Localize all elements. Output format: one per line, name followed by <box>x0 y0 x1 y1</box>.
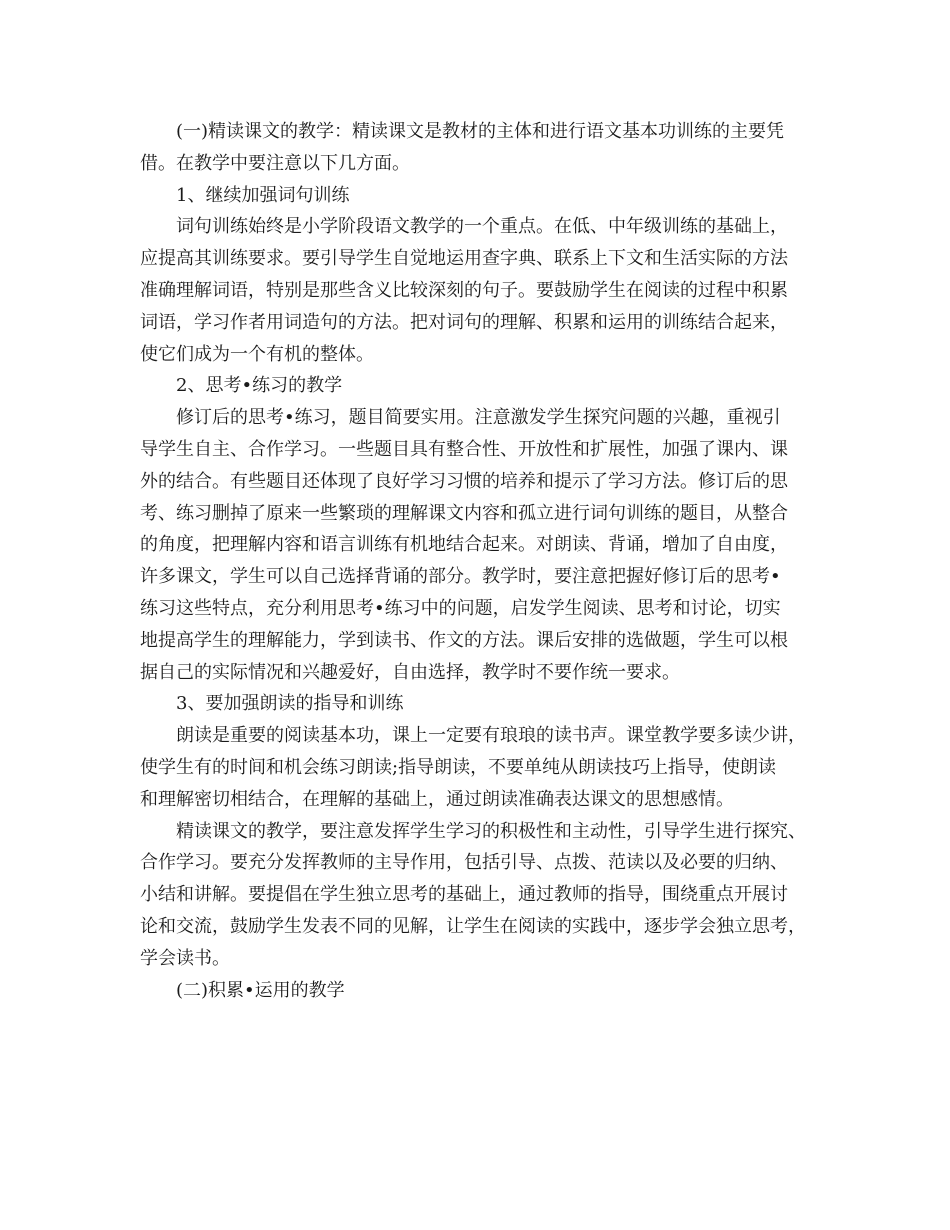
text-line: 考、练习删掉了原来一些繁琐的理解课文内容和孤立进行词句训练的题目，从整合 <box>140 502 788 524</box>
text-line: 学会读书。 <box>140 947 230 969</box>
text-line: 地提高学生的理解能力，学到读书、作文的方法。课后安排的选做题，学生可以根 <box>140 629 788 651</box>
text-line: 3、要加强朗读的指导和训练 <box>176 693 404 715</box>
text-line: 使它们成为一个有机的整体。 <box>140 343 374 365</box>
text-line: 据自己的实际情况和兴趣爱好，自由选择，教学时不要作统一要求。 <box>140 661 680 683</box>
text-line: 应提高其训练要求。要引导学生自觉地运用查字典、联系上下文和生活实际的方法 <box>140 248 788 270</box>
text-line: 合作学习。要充分发挥教师的主导作用，包括引导、点拨、范读以及必要的归纳、 <box>140 852 788 874</box>
text-line: 词句训练始终是小学阶段语文教学的一个重点。在低、中年级训练的基础上， <box>176 216 788 238</box>
text-line: 1、继续加强词句训练 <box>176 184 350 206</box>
text-line: 外的结合。有些题目还体现了良好学习习惯的培养和提示了学习方法。修订后的思 <box>140 470 788 492</box>
text-line: 修订后的思考•练习，题目简要实用。注意激发学生探究问题的兴趣，重视引 <box>176 407 781 429</box>
text-line: 许多课文，学生可以自己选择背诵的部分。教学时，要注意把握好修订后的思考• <box>140 566 781 588</box>
text-line: 朗读是重要的阅读基本功，课上一定要有琅琅的读书声。课堂教学要多读少讲， <box>176 725 806 747</box>
text-line: 导学生自主、合作学习。一些题目具有整合性、开放性和扩展性，加强了课内、课 <box>140 438 788 460</box>
text-line: 准确理解词语，特别是那些含义比较深刻的句子。要鼓励学生在阅读的过程中积累 <box>140 279 788 301</box>
text-line: 小结和讲解。要提倡在学生独立思考的基础上，通过教师的指导，围绕重点开展讨 <box>140 884 788 906</box>
document-body <box>140 116 824 1006</box>
text-line: 2、思考•练习的教学 <box>176 375 343 397</box>
text-line: 和理解密切相结合，在理解的基础上，通过朗读准确表达课文的思想感情。 <box>140 788 734 810</box>
text-line: 练习这些特点，充分利用思考•练习中的问题，启发学生阅读、思考和讨论，切实 <box>140 597 781 619</box>
text-line: 借。在教学中要注意以下几方面。 <box>140 152 410 174</box>
text-line: (二)积累•运用的教学 <box>176 979 345 1001</box>
text-line: 词语，学习作者用词造句的方法。把对词句的理解、积累和运用的训练结合起来， <box>140 311 788 333</box>
text-line: (一)精读课文的教学：精读课文是教材的主体和进行语文基本功训练的主要凭 <box>176 121 785 142</box>
text-line: 使学生有的时间和机会练习朗读;指导朗读，不要单纯从朗读技巧上指导，使朗读 <box>140 756 777 778</box>
text-line: 论和交流，鼓励学生发表不同的见解，让学生在阅读的实践中，逐步学会独立思考， <box>140 915 806 937</box>
text-line: 精读课文的教学，要注意发挥学生学习的积极性和主动性，引导学生进行探究、 <box>176 820 806 842</box>
text-line: 的角度，把理解内容和语言训练有机地结合起来。对朗读、背诵，增加了自由度， <box>140 534 788 556</box>
